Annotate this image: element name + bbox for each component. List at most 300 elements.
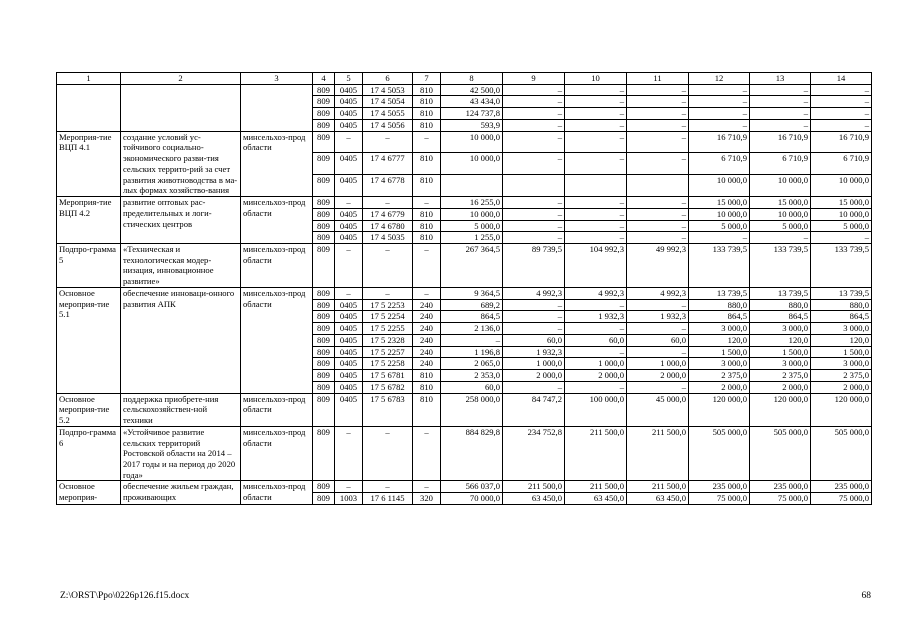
table-cell: – bbox=[335, 131, 363, 153]
table-cell: 880,0 bbox=[750, 299, 811, 311]
table-row bbox=[57, 287, 872, 299]
executor-cell: минсельхоз-прод области bbox=[241, 131, 313, 196]
table-cell: 15 000,0 bbox=[811, 197, 872, 209]
table-cell: 235 000,0 bbox=[750, 481, 811, 493]
table-cell: 0405 bbox=[335, 323, 363, 335]
table-cell: 5 000,0 bbox=[441, 220, 503, 232]
table-cell: 6 710,9 bbox=[750, 153, 811, 175]
table-cell: 3 000,0 bbox=[811, 323, 872, 335]
table-cell: 505 000,0 bbox=[689, 426, 750, 481]
table-cell: 75 000,0 bbox=[750, 493, 811, 505]
item-code-cell: Основное мероприя- bbox=[57, 481, 121, 504]
table-cell: – bbox=[335, 287, 363, 299]
table-cell: – bbox=[441, 334, 503, 346]
table-cell: – bbox=[413, 426, 441, 481]
table-cell: – bbox=[503, 381, 565, 393]
table-cell: 10 000,0 bbox=[750, 208, 811, 220]
table-cell: 809 bbox=[313, 393, 335, 426]
table-cell: 809 bbox=[313, 197, 335, 209]
table-cell: 4 992,3 bbox=[565, 287, 627, 299]
table-cell: 63 450,0 bbox=[503, 493, 565, 505]
table-cell bbox=[441, 175, 503, 197]
table-cell: – bbox=[565, 208, 627, 220]
table-cell: 75 000,0 bbox=[811, 493, 872, 505]
table-cell: 60,0 bbox=[441, 381, 503, 393]
table-cell: 267 364,5 bbox=[441, 244, 503, 288]
table-cell: 880,0 bbox=[811, 299, 872, 311]
table-cell: 810 bbox=[413, 96, 441, 108]
table-cell: 1 500,0 bbox=[750, 346, 811, 358]
table-cell: 809 bbox=[313, 381, 335, 393]
table-cell: 810 bbox=[413, 393, 441, 426]
table-cell: – bbox=[565, 153, 627, 175]
table-cell: 809 bbox=[313, 244, 335, 288]
table-cell: 45 000,0 bbox=[627, 393, 689, 426]
table-row bbox=[57, 131, 872, 153]
table-cell: 15 000,0 bbox=[689, 197, 750, 209]
table-cell: 17 6 1145 bbox=[363, 493, 413, 505]
table-cell: 593,9 bbox=[441, 119, 503, 131]
executor-cell bbox=[241, 84, 313, 131]
table-cell: 0405 bbox=[335, 232, 363, 244]
table-cell: – bbox=[750, 232, 811, 244]
table-cell: 10 000,0 bbox=[441, 131, 503, 153]
table-cell: 809 bbox=[313, 84, 335, 96]
item-code-cell bbox=[57, 84, 121, 131]
table-cell: 10 000,0 bbox=[811, 208, 872, 220]
table-cell: – bbox=[689, 84, 750, 96]
table-cell: – bbox=[689, 108, 750, 120]
table-cell: 1003 bbox=[335, 493, 363, 505]
table-cell: 240 bbox=[413, 334, 441, 346]
table-cell: 810 bbox=[413, 220, 441, 232]
table-cell: 10 000,0 bbox=[689, 175, 750, 197]
item-code-cell: Мероприя-тие ВЦП 4.2 bbox=[57, 197, 121, 244]
table-cell: 104 992,3 bbox=[565, 244, 627, 288]
table-cell: 10 000,0 bbox=[811, 175, 872, 197]
column-header: 11 bbox=[627, 73, 689, 85]
table-cell: 3 000,0 bbox=[689, 358, 750, 370]
table-row bbox=[57, 393, 872, 426]
table-cell: 5 000,0 bbox=[811, 220, 872, 232]
table-cell: 1 196,8 bbox=[441, 346, 503, 358]
table-cell: 49 992,3 bbox=[627, 244, 689, 288]
table-cell: – bbox=[413, 131, 441, 153]
table-cell: – bbox=[503, 220, 565, 232]
table-cell: – bbox=[335, 481, 363, 493]
table-cell: 211 500,0 bbox=[503, 481, 565, 493]
table-cell: 13 739,5 bbox=[689, 287, 750, 299]
table-cell: 809 bbox=[313, 311, 335, 323]
table-cell: – bbox=[811, 84, 872, 96]
column-header: 8 bbox=[441, 73, 503, 85]
table-cell: – bbox=[413, 244, 441, 288]
table-cell: 2 000,0 bbox=[689, 381, 750, 393]
table-cell: 17 5 2254 bbox=[363, 311, 413, 323]
table-cell bbox=[627, 175, 689, 197]
table-cell: 2 000,0 bbox=[503, 370, 565, 382]
table-cell: – bbox=[565, 346, 627, 358]
table-cell: – bbox=[503, 108, 565, 120]
table-cell: – bbox=[503, 299, 565, 311]
table-cell: 240 bbox=[413, 346, 441, 358]
table-cell: – bbox=[565, 299, 627, 311]
table-cell: – bbox=[565, 220, 627, 232]
table-cell: – bbox=[335, 426, 363, 481]
table-cell: – bbox=[503, 232, 565, 244]
table-cell: 0405 bbox=[335, 311, 363, 323]
table-cell: – bbox=[363, 287, 413, 299]
table-cell: 235 000,0 bbox=[689, 481, 750, 493]
table-cell: 15 000,0 bbox=[750, 197, 811, 209]
executor-cell: минсельхоз-прод области bbox=[241, 244, 313, 288]
table-cell: 0405 bbox=[335, 346, 363, 358]
table-cell: 0405 bbox=[335, 358, 363, 370]
table-row bbox=[57, 426, 872, 481]
table-cell: – bbox=[503, 131, 565, 153]
item-description-cell: обеспечение жильем граждан, проживающих bbox=[121, 481, 241, 504]
table-cell: 13 739,5 bbox=[750, 287, 811, 299]
item-description-cell: развитие оптовых рас-пределительных и логи-стических центров bbox=[121, 197, 241, 244]
table-cell: 120,0 bbox=[811, 334, 872, 346]
table-cell: – bbox=[627, 381, 689, 393]
executor-cell: минсельхоз-прод области bbox=[241, 197, 313, 244]
table-cell: 809 bbox=[313, 119, 335, 131]
table-cell: – bbox=[363, 197, 413, 209]
table-cell: 17 4 5054 bbox=[363, 96, 413, 108]
table-cell: 5 000,0 bbox=[750, 220, 811, 232]
table-cell: 3 000,0 bbox=[750, 323, 811, 335]
table-cell: 10 000,0 bbox=[689, 208, 750, 220]
table-cell: – bbox=[627, 96, 689, 108]
table-cell: 9 364,5 bbox=[441, 287, 503, 299]
table-cell: 17 4 6778 bbox=[363, 175, 413, 197]
table-cell: 689,2 bbox=[441, 299, 503, 311]
table-cell: 10 000,0 bbox=[441, 208, 503, 220]
table-cell: – bbox=[503, 84, 565, 96]
column-header: 1 bbox=[57, 73, 121, 85]
table-cell: – bbox=[413, 287, 441, 299]
table-cell: 2 353,0 bbox=[441, 370, 503, 382]
table-cell: 235 000,0 bbox=[811, 481, 872, 493]
table-row bbox=[57, 481, 872, 493]
table-cell: 240 bbox=[413, 311, 441, 323]
table-cell: 13 739,5 bbox=[811, 287, 872, 299]
table-cell: 810 bbox=[413, 381, 441, 393]
table-cell: 320 bbox=[413, 493, 441, 505]
table-cell: – bbox=[627, 232, 689, 244]
table-cell: 70 000,0 bbox=[441, 493, 503, 505]
table-row bbox=[57, 84, 872, 96]
table-cell: 2 000,0 bbox=[750, 381, 811, 393]
table-cell: 505 000,0 bbox=[811, 426, 872, 481]
table-cell: 42 500,0 bbox=[441, 84, 503, 96]
table-cell: – bbox=[565, 381, 627, 393]
table-cell: 6 710,9 bbox=[689, 153, 750, 175]
table-cell: – bbox=[335, 197, 363, 209]
table-cell: 0405 bbox=[335, 119, 363, 131]
table-cell: 5 000,0 bbox=[689, 220, 750, 232]
table-cell: – bbox=[627, 197, 689, 209]
table-cell: 60,0 bbox=[627, 334, 689, 346]
table-cell: – bbox=[627, 323, 689, 335]
table-cell: 0405 bbox=[335, 381, 363, 393]
table-cell: 100 000,0 bbox=[565, 393, 627, 426]
table-cell: 120 000,0 bbox=[750, 393, 811, 426]
item-description-cell: «Техническая и технологическая модер-низация, инновационное развитие» bbox=[121, 244, 241, 288]
table-cell: 60,0 bbox=[503, 334, 565, 346]
table-cell: – bbox=[565, 232, 627, 244]
table-cell: 84 747,2 bbox=[503, 393, 565, 426]
table-cell: 17 4 5056 bbox=[363, 119, 413, 131]
table-cell: 120,0 bbox=[750, 334, 811, 346]
table-cell: 810 bbox=[413, 108, 441, 120]
table-cell: – bbox=[627, 119, 689, 131]
table-cell: 1 000,0 bbox=[627, 358, 689, 370]
table-cell: 566 037,0 bbox=[441, 481, 503, 493]
table-cell: 810 bbox=[413, 153, 441, 175]
table-cell: 505 000,0 bbox=[750, 426, 811, 481]
executor-cell: минсельхоз-прод области bbox=[241, 426, 313, 481]
table-cell: 17 5 2328 bbox=[363, 334, 413, 346]
table-cell: 133 739,5 bbox=[811, 244, 872, 288]
table-cell: 864,5 bbox=[441, 311, 503, 323]
table-cell: 17 5 2253 bbox=[363, 299, 413, 311]
table-cell: 1 255,0 bbox=[441, 232, 503, 244]
table-cell: – bbox=[811, 108, 872, 120]
table-cell: 17 5 6783 bbox=[363, 393, 413, 426]
table-cell: 16 710,9 bbox=[811, 131, 872, 153]
table-cell: – bbox=[689, 232, 750, 244]
table-cell: 809 bbox=[313, 358, 335, 370]
table-cell: – bbox=[811, 119, 872, 131]
table-cell: 16 255,0 bbox=[441, 197, 503, 209]
table-cell: 810 bbox=[413, 232, 441, 244]
column-header: 5 bbox=[335, 73, 363, 85]
table-header-row bbox=[57, 73, 872, 85]
table-cell: 0405 bbox=[335, 153, 363, 175]
item-description-cell bbox=[121, 84, 241, 131]
table-cell: – bbox=[335, 244, 363, 288]
table-cell: 211 500,0 bbox=[565, 426, 627, 481]
table-cell: – bbox=[689, 96, 750, 108]
table-cell: 2 375,0 bbox=[689, 370, 750, 382]
item-code-cell: Подпро-грамма 6 bbox=[57, 426, 121, 481]
table-cell: 1 000,0 bbox=[565, 358, 627, 370]
table-cell: 120 000,0 bbox=[811, 393, 872, 426]
table-cell: – bbox=[503, 197, 565, 209]
table-cell: 3 000,0 bbox=[750, 358, 811, 370]
table-cell bbox=[565, 175, 627, 197]
table-cell: 0405 bbox=[335, 208, 363, 220]
table-cell: 240 bbox=[413, 358, 441, 370]
table-cell: – bbox=[565, 84, 627, 96]
executor-cell: минсельхоз-прод области bbox=[241, 287, 313, 393]
table-cell: – bbox=[627, 84, 689, 96]
table-cell: 17 5 6781 bbox=[363, 370, 413, 382]
table-cell: 17 4 5055 bbox=[363, 108, 413, 120]
table-cell: 2 375,0 bbox=[811, 370, 872, 382]
table-cell: – bbox=[627, 220, 689, 232]
table-cell: – bbox=[363, 481, 413, 493]
table-cell: – bbox=[811, 232, 872, 244]
column-header: 4 bbox=[313, 73, 335, 85]
table-cell: 17 5 2258 bbox=[363, 358, 413, 370]
table-cell: 0405 bbox=[335, 370, 363, 382]
table-cell: 0405 bbox=[335, 96, 363, 108]
table-cell: 75 000,0 bbox=[689, 493, 750, 505]
column-header: 12 bbox=[689, 73, 750, 85]
item-code-cell: Основное мероприя-тие 5.1 bbox=[57, 287, 121, 393]
table-cell: 0405 bbox=[335, 393, 363, 426]
table-cell: 258 000,0 bbox=[441, 393, 503, 426]
table-cell: – bbox=[750, 96, 811, 108]
column-header: 2 bbox=[121, 73, 241, 85]
table-cell: 10 000,0 bbox=[441, 153, 503, 175]
item-code-cell: Подпро-грамма 5 bbox=[57, 244, 121, 288]
table-cell: 133 739,5 bbox=[689, 244, 750, 288]
table-cell: 809 bbox=[313, 481, 335, 493]
table-cell: 16 710,9 bbox=[750, 131, 811, 153]
column-header: 10 bbox=[565, 73, 627, 85]
table-cell: 810 bbox=[413, 175, 441, 197]
table-cell: – bbox=[565, 197, 627, 209]
table-cell: 809 bbox=[313, 96, 335, 108]
table-cell: 884 829,8 bbox=[441, 426, 503, 481]
table-cell: 211 500,0 bbox=[627, 481, 689, 493]
table-cell: – bbox=[627, 131, 689, 153]
column-header: 3 bbox=[241, 73, 313, 85]
table-cell: 810 bbox=[413, 119, 441, 131]
table-cell: 17 4 6780 bbox=[363, 220, 413, 232]
table-cell: – bbox=[627, 299, 689, 311]
table-cell: 17 5 6782 bbox=[363, 381, 413, 393]
table-cell: – bbox=[503, 323, 565, 335]
page-number: 68 bbox=[861, 591, 871, 601]
table-cell: 133 739,5 bbox=[750, 244, 811, 288]
table-cell: – bbox=[503, 208, 565, 220]
table-cell: 17 4 6779 bbox=[363, 208, 413, 220]
table-cell: 2 136,0 bbox=[441, 323, 503, 335]
table-cell: 809 bbox=[313, 108, 335, 120]
table-cell: – bbox=[413, 197, 441, 209]
table-row bbox=[57, 244, 872, 288]
table-cell: 809 bbox=[313, 426, 335, 481]
table-cell: 809 bbox=[313, 131, 335, 153]
table-cell: 0405 bbox=[335, 175, 363, 197]
table-cell: 0405 bbox=[335, 220, 363, 232]
table-cell: 63 450,0 bbox=[565, 493, 627, 505]
table-cell: 809 bbox=[313, 323, 335, 335]
table-cell: 43 434,0 bbox=[441, 96, 503, 108]
table-cell: 0405 bbox=[335, 84, 363, 96]
table-cell: 60,0 bbox=[565, 334, 627, 346]
table-cell: 16 710,9 bbox=[689, 131, 750, 153]
table-cell: 2 375,0 bbox=[750, 370, 811, 382]
table-cell: 810 bbox=[413, 84, 441, 96]
table-cell: 809 bbox=[313, 334, 335, 346]
table-cell: 809 bbox=[313, 346, 335, 358]
table-cell: – bbox=[413, 481, 441, 493]
table-cell: 810 bbox=[413, 370, 441, 382]
column-header: 14 bbox=[811, 73, 872, 85]
table-row bbox=[57, 197, 872, 209]
table-cell bbox=[503, 175, 565, 197]
table-cell: 809 bbox=[313, 287, 335, 299]
table-cell: 17 4 5035 bbox=[363, 232, 413, 244]
table-cell: 63 450,0 bbox=[627, 493, 689, 505]
table-cell: 10 000,0 bbox=[750, 175, 811, 197]
table-cell: – bbox=[363, 426, 413, 481]
table-cell: – bbox=[363, 244, 413, 288]
item-description-cell: поддержка приобрете-ния сельскохозяйствен-ной техники bbox=[121, 393, 241, 426]
file-path: Z:\ORST\Ppo\0226p126.f15.docx bbox=[60, 591, 190, 601]
table-cell: 0405 bbox=[335, 108, 363, 120]
table-cell: 1 932,3 bbox=[503, 346, 565, 358]
table-cell: 17 5 2255 bbox=[363, 323, 413, 335]
table-cell: 2 000,0 bbox=[565, 370, 627, 382]
table-cell: – bbox=[565, 96, 627, 108]
table-cell: 810 bbox=[413, 208, 441, 220]
column-header: 9 bbox=[503, 73, 565, 85]
item-description-cell: «Устойчивое развитие сельских территорий Ростовской области на 2014 – 2017 годы и на период до 2020 года» bbox=[121, 426, 241, 481]
table-cell: 864,5 bbox=[811, 311, 872, 323]
table-cell: 17 4 5053 bbox=[363, 84, 413, 96]
table-cell: 809 bbox=[313, 232, 335, 244]
table-cell: 17 4 6777 bbox=[363, 153, 413, 175]
table-cell: 1 500,0 bbox=[811, 346, 872, 358]
table-cell: 3 000,0 bbox=[811, 358, 872, 370]
table-cell: 809 bbox=[313, 153, 335, 175]
item-code-cell: Основное мероприя-тие 5.2 bbox=[57, 393, 121, 426]
table-cell: – bbox=[750, 84, 811, 96]
executor-cell: минсельхоз-прод области bbox=[241, 393, 313, 426]
table-cell: – bbox=[750, 108, 811, 120]
table-cell: – bbox=[689, 119, 750, 131]
table-cell: 211 500,0 bbox=[627, 426, 689, 481]
table-cell: 4 992,3 bbox=[627, 287, 689, 299]
table-cell: 124 737,8 bbox=[441, 108, 503, 120]
table-cell: – bbox=[627, 208, 689, 220]
table-cell: 3 000,0 bbox=[689, 323, 750, 335]
table-cell: 17 5 2257 bbox=[363, 346, 413, 358]
table-cell: – bbox=[565, 323, 627, 335]
table-cell: – bbox=[565, 131, 627, 153]
item-description-cell: создание условий ус-тойчивого социально-экономического разви-тия сельских террито-рий за счет развития животноводства в ма-лых формах хозяйство-вания bbox=[121, 131, 241, 196]
table-cell: 240 bbox=[413, 299, 441, 311]
table-cell: 2 065,0 bbox=[441, 358, 503, 370]
table-cell: 2 000,0 bbox=[627, 370, 689, 382]
table-cell: 809 bbox=[313, 175, 335, 197]
table-cell: – bbox=[750, 119, 811, 131]
table-cell: – bbox=[503, 119, 565, 131]
table-cell: – bbox=[503, 96, 565, 108]
column-header: 7 bbox=[413, 73, 441, 85]
table-cell: 6 710,9 bbox=[811, 153, 872, 175]
table-cell: 864,5 bbox=[750, 311, 811, 323]
table-cell: 809 bbox=[313, 208, 335, 220]
table-cell: 809 bbox=[313, 299, 335, 311]
table-cell: 864,5 bbox=[689, 311, 750, 323]
table-cell: 211 500,0 bbox=[565, 481, 627, 493]
table-cell: 880,0 bbox=[689, 299, 750, 311]
table-cell: – bbox=[363, 131, 413, 153]
budget-table bbox=[56, 72, 872, 505]
table-cell: 2 000,0 bbox=[811, 381, 872, 393]
table-cell: – bbox=[627, 108, 689, 120]
table-cell: 809 bbox=[313, 493, 335, 505]
table-cell: 120,0 bbox=[689, 334, 750, 346]
